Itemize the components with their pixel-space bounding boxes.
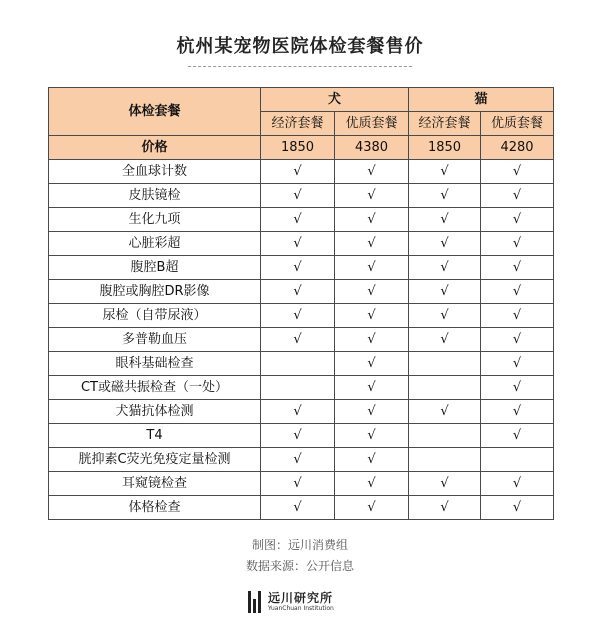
- check-cell: √: [261, 280, 335, 304]
- check-cell: [261, 376, 335, 400]
- page-title: 杭州某宠物医院体检套餐售价: [176, 36, 424, 57]
- table-row: [49, 472, 554, 496]
- check-cell: √: [409, 328, 481, 352]
- check-cell: √: [481, 304, 554, 328]
- check-cell: √: [335, 184, 409, 208]
- logo-name: 远川研究所: [268, 591, 334, 605]
- check-cell: √: [409, 232, 481, 256]
- check-cell: √: [409, 400, 481, 424]
- check-cell: √: [481, 208, 554, 232]
- item-name: 全血球计数: [49, 160, 261, 184]
- check-cell: √: [261, 328, 335, 352]
- check-cell: √: [335, 280, 409, 304]
- price-label: 价格: [49, 136, 261, 160]
- check-cell: √: [261, 160, 335, 184]
- check-cell: √: [481, 280, 554, 304]
- table-row: [49, 232, 554, 256]
- title-divider: [188, 66, 412, 67]
- check-cell: √: [335, 376, 409, 400]
- check-cell: √: [261, 400, 335, 424]
- logo-english-name: YuanChuan Institution: [268, 605, 334, 612]
- check-cell: √: [481, 160, 554, 184]
- item-name: 多普勒血压: [49, 328, 261, 352]
- check-cell: √: [481, 232, 554, 256]
- dog-header: 犬: [261, 88, 409, 112]
- dog-economy-header: 经济套餐: [261, 112, 335, 136]
- check-cell: √: [335, 448, 409, 472]
- table-row: [49, 496, 554, 520]
- check-cell: √: [335, 328, 409, 352]
- table-row: [49, 328, 554, 352]
- check-cell: √: [261, 448, 335, 472]
- check-cell: √: [261, 472, 335, 496]
- table-row: [49, 352, 554, 376]
- check-cell: √: [481, 352, 554, 376]
- item-name: 犬猫抗体检测: [49, 400, 261, 424]
- check-cell: √: [335, 424, 409, 448]
- header-row-species: [49, 88, 554, 112]
- check-cell: √: [335, 472, 409, 496]
- check-cell: √: [335, 208, 409, 232]
- check-cell: √: [335, 160, 409, 184]
- item-name: 生化九项: [49, 208, 261, 232]
- check-cell: √: [335, 352, 409, 376]
- check-cell: √: [335, 400, 409, 424]
- check-cell: √: [481, 184, 554, 208]
- institution-logo: [248, 589, 358, 615]
- check-cell: √: [409, 304, 481, 328]
- check-cell: √: [335, 256, 409, 280]
- check-cell: [481, 448, 554, 472]
- credit-text: 制图：远川消费组: [251, 538, 348, 552]
- table-row: [49, 400, 554, 424]
- check-cell: √: [335, 304, 409, 328]
- check-cell: √: [261, 496, 335, 520]
- cat-economy-header: 经济套餐: [409, 112, 481, 136]
- check-cell: √: [481, 400, 554, 424]
- check-cell: √: [261, 232, 335, 256]
- check-cell: √: [481, 496, 554, 520]
- package-table: [48, 87, 554, 520]
- check-cell: [409, 448, 481, 472]
- table-row: [49, 304, 554, 328]
- price-dog-economy: 1850: [261, 136, 335, 160]
- item-name: 眼科基础检查: [49, 352, 261, 376]
- check-cell: √: [261, 256, 335, 280]
- check-cell: √: [261, 424, 335, 448]
- check-cell: √: [261, 304, 335, 328]
- item-name: 尿检（自带尿液）: [49, 304, 261, 328]
- item-name: 皮肤镜检: [49, 184, 261, 208]
- check-cell: √: [261, 184, 335, 208]
- item-name: CT或磁共振检查（一处）: [49, 376, 261, 400]
- item-name: 腹腔或胸腔DR影像: [49, 280, 261, 304]
- check-cell: [409, 424, 481, 448]
- check-cell: √: [409, 208, 481, 232]
- price-row: [49, 136, 554, 160]
- item-name: T4: [49, 424, 261, 448]
- table-row: [49, 280, 554, 304]
- table-row: [49, 448, 554, 472]
- table-row: [49, 376, 554, 400]
- check-cell: √: [335, 232, 409, 256]
- item-name: 心脏彩超: [49, 232, 261, 256]
- check-cell: √: [481, 328, 554, 352]
- item-name: 体格检查: [49, 496, 261, 520]
- check-cell: √: [261, 208, 335, 232]
- source-text: 数据来源：公开信息: [245, 559, 354, 573]
- check-cell: √: [481, 424, 554, 448]
- item-name: 腹腔B超: [49, 256, 261, 280]
- check-cell: √: [409, 472, 481, 496]
- table-row: [49, 160, 554, 184]
- logo-bars-icon: [248, 591, 264, 613]
- check-cell: √: [409, 256, 481, 280]
- package-header: 体检套餐: [49, 88, 261, 136]
- check-cell: √: [481, 376, 554, 400]
- item-name: 胱抑素C荧光免疫定量检测: [49, 448, 261, 472]
- check-cell: √: [409, 160, 481, 184]
- check-cell: √: [409, 280, 481, 304]
- price-dog-premium: 4380: [335, 136, 409, 160]
- check-cell: √: [481, 256, 554, 280]
- price-cat-economy: 1850: [409, 136, 481, 160]
- check-cell: √: [335, 496, 409, 520]
- table-row: [49, 184, 554, 208]
- dog-premium-header: 优质套餐: [335, 112, 409, 136]
- check-cell: [409, 352, 481, 376]
- check-cell: √: [409, 496, 481, 520]
- table-row: [49, 424, 554, 448]
- cat-premium-header: 优质套餐: [481, 112, 554, 136]
- check-cell: [409, 376, 481, 400]
- table-row: [49, 256, 554, 280]
- table-row: [49, 208, 554, 232]
- check-cell: √: [481, 472, 554, 496]
- price-cat-premium: 4280: [481, 136, 554, 160]
- item-name: 耳窥镜检查: [49, 472, 261, 496]
- check-cell: √: [409, 184, 481, 208]
- cat-header: 猫: [409, 88, 554, 112]
- check-cell: [261, 352, 335, 376]
